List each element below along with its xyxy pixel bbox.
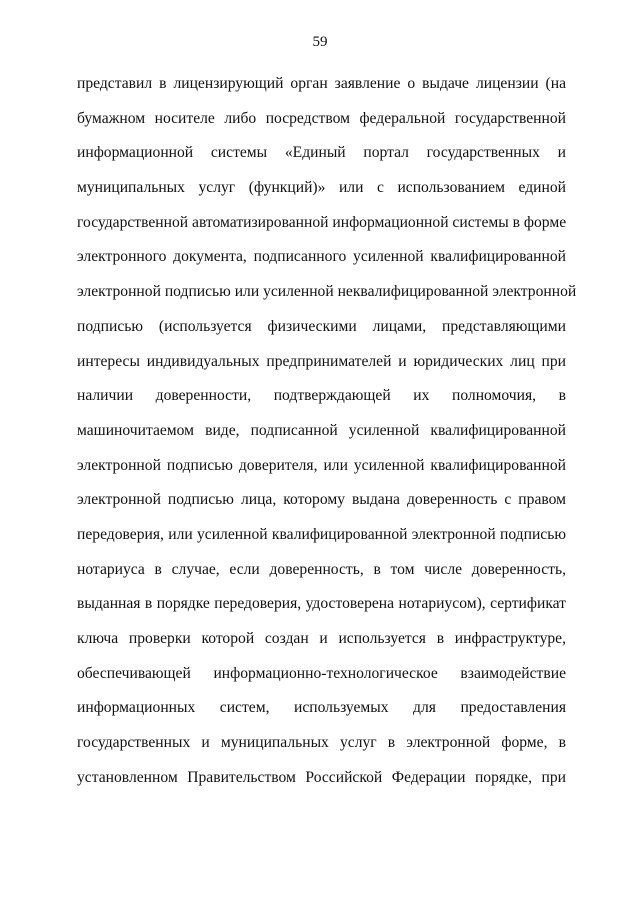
page-number: 59	[312, 34, 328, 50]
text-line: представил в лицензирующий орган заявление о выдаче лицензии (на	[77, 75, 566, 92]
text-line: электронной подписью доверителя, или усиленной квалифицированной	[77, 456, 566, 474]
text-line: электронной подписью лица, которому выдана доверенность с правом	[77, 491, 566, 509]
text-line: машиночитаемом виде, подписанной усиленной квалифицированной	[77, 421, 566, 439]
text-line: ключа проверки которой создан и используется в инфраструктуре,	[77, 630, 566, 647]
text-line: выданная в порядке передоверия, удостоверена нотариусом), сертификат	[77, 595, 566, 613]
text-line: обеспечивающей информационно-технологическое взаимодействие	[77, 664, 566, 682]
text-line: электронного документа, подписанного усиленной квалифицированной	[77, 248, 566, 266]
text-line: подписью (используется физическими лицами, представляющими	[77, 317, 566, 335]
text-line: государственных и муниципальных услуг в электронной форме, в	[77, 734, 566, 752]
body-paragraph	[77, 74, 577, 802]
text-line: бумажном носителе либо посредством федеральной государственной	[77, 109, 566, 127]
text-line: информационных систем, используемых для предоставления	[77, 699, 566, 717]
text-line: наличии доверенности, подтверждающей их полномочия, в	[77, 387, 566, 405]
text-line: государственной автоматизированной информационной системы в форме	[77, 213, 567, 231]
text-line: информационной системы «Единый портал государственных и	[77, 144, 566, 162]
text-line: интересы индивидуальных предпринимателей и юридических лиц при	[77, 352, 566, 370]
text-line: установленном Правительством Российской Федерации порядке, при	[77, 768, 566, 786]
text-line: муниципальных услуг (функций)» или с использованием единой	[77, 179, 566, 197]
text-line: передоверия, или усиленной квалифицированной электронной подписью	[77, 525, 566, 543]
text-line: электронной подписью или усиленной неквалифицированной электронной	[77, 283, 577, 301]
text-line: нотариуса в случае, если доверенность, в том числе доверенность,	[77, 560, 566, 578]
